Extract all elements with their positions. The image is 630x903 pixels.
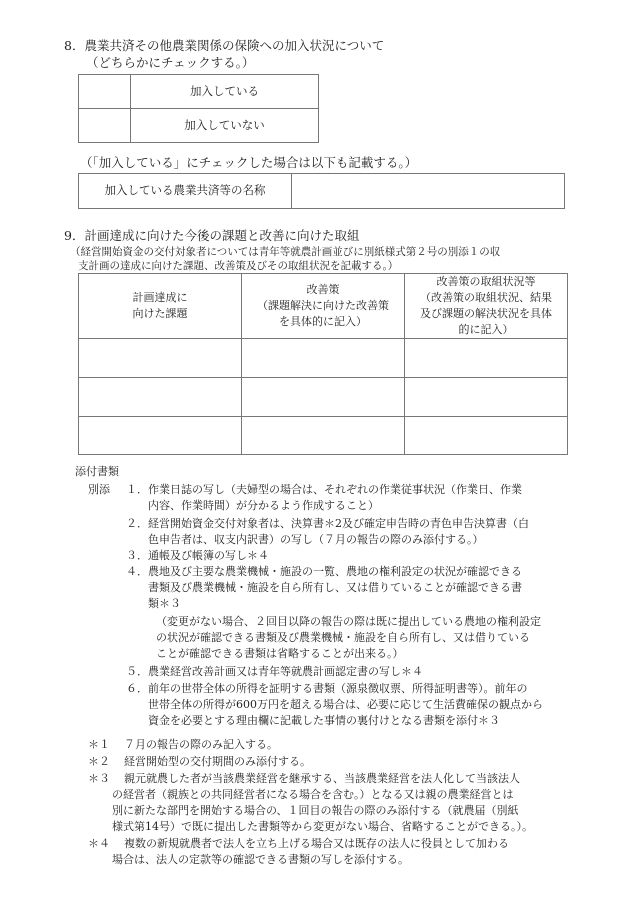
insurance-name-label: 加入している農業共済等の名称 [79,174,292,209]
insurance-name-table [78,173,565,209]
table-cell[interactable] [242,378,405,417]
attachments-prefix: 別添 [88,483,110,496]
section-9-heading: 9．計画達成に向けた今後の課題と改善に向けた取組 [64,228,360,243]
table-cell[interactable] [405,417,568,455]
option-not-enrolled-label: 加入していない [131,109,319,143]
footnote-4-line: 場合は、法人の定款等の確認できる書類の写しを添付する。 [112,853,409,866]
footnote-2-mark: ＊２ [88,755,110,768]
attachment-4-note-line: （変更がない場合、２回目以降の報告の際は既に提出している農地の権利設定 [156,615,541,628]
section-8-heading: 8．農業共済その他農業関係の保険への加入状況について [64,38,385,53]
section-8-note: （「加入している」にチェックした場合は以下も記載する。） [80,155,418,170]
table-cell[interactable] [242,417,405,455]
table-cell[interactable] [242,339,405,378]
attachment-4-line: 類＊３ [148,597,181,610]
footnote-3-line: 親元就農した者が当該農業経営を継承する、当該農業経営を法人化して当該法人 [124,772,520,785]
footnote-3-line: の経営者（親族との共同経営者になる場合を含む。）となる又は親の農業経営とは [112,788,514,801]
column-header-progress [405,274,568,339]
attachment-4-num: ４． [126,565,148,578]
table-cell[interactable] [405,378,568,417]
header-line: 的に記入） [458,323,514,336]
checkbox-not-enrolled[interactable] [79,109,131,143]
section-8-instruction: （どちらかにチェックする。） [86,55,255,70]
header-line: 計画達成に [132,291,188,304]
header-line: 改善策 [306,283,340,296]
table-row [79,378,568,417]
header-line: （課題解決に向けた改善策 [257,299,389,312]
attachment-6-line: 世帯全体の所得が600万円を超える場合は、必要に応じて生活費確保の観点から [148,698,543,711]
table-row [79,339,568,378]
attachment-2-line: 経営開始資金交付対象者は、決算書＊2及び確定申告時の青色申告決算書（白 [148,517,529,530]
insurance-name-field[interactable] [292,174,565,209]
section-9-note-line2: 支計画の達成に向けた課題、改善策及びその取組状況を記載する。） [78,260,399,272]
attachment-2-line: 色申告者は、収支内訳書）の写し（７月の報告の際のみ添付する。） [148,533,484,546]
table-row [79,417,568,455]
attachment-4-note-line: ことが確認できる書類は省略することが出来る。） [156,647,404,660]
table-cell[interactable] [79,378,242,417]
footnote-3-line: 様式第14号）で既に提出した書類等から変更がない場合、省略することができる。）。 [112,820,533,833]
attachment-1-line: 作業日誌の写し（夫婦型の場合は、それぞれの作業従事状況（作業日、作業 [148,483,522,496]
attachment-1-line: 内容、作業時間）が分かるよう作成すること） [148,499,379,512]
header-line: （改善策の取組状況、結果 [420,291,552,304]
checkbox-enrolled[interactable] [79,75,131,109]
footnote-1-line: ７月の報告の際のみ記入する。 [124,738,278,751]
attachment-4-line: 農地及び主要な農業機械・施設の一覧、農地の権利設定の状況が確認できる [148,565,522,578]
attachment-3-num: ３． [126,549,148,562]
column-header-measures [242,274,405,339]
table-header-row [79,274,568,339]
attachment-6-num: ６． [126,682,148,695]
attachment-6-line: 資金を必要とする理由欄に記載した事情の裏付けとなる書類を添付＊３ [148,714,500,727]
table-cell[interactable] [79,417,242,455]
insurance-status-table [78,74,319,143]
attachment-6-line: 前年の世帯全体の所得を証明する書類（源泉徴収票、所得証明書等）。前年の [148,682,528,695]
header-line: を具体的に記入） [279,315,367,328]
footnote-4-line: 複数の新規就農者で法人を立ち上げる場合又は既存の法人に役員として加わる [124,837,509,850]
header-line: 及び課題の解決状況を具体 [420,307,552,320]
attachment-2-num: ２． [126,517,148,530]
attachment-1-num: １． [126,483,148,496]
footnote-1-mark: ＊１ [88,738,110,751]
footnote-3-line: 別に新たな部門を開始する場合の、１回目の報告の際のみ添付する（就農届（別紙 [112,804,519,817]
attachment-5-num: ５． [126,665,148,678]
table-cell[interactable] [79,339,242,378]
column-header-issues [79,274,242,339]
footnote-3-mark: ＊３ [88,772,110,785]
attachment-3-line: 通帳及び帳簿の写し＊４ [148,549,269,562]
attachment-5-line: 農業経営改善計画又は青年等就農計画認定書の写し＊４ [148,665,423,678]
footnote-4-mark: ＊４ [88,837,110,850]
header-line: 向けた課題 [132,307,188,320]
attachment-4-line: 書類及び農業機械・施設を自ら所有し、又は借りていることが確認できる書 [148,581,522,594]
table-cell[interactable] [405,339,568,378]
header-line: 改善策の取組状況等 [436,275,536,288]
attachment-4-note-line: の状況が確認できる書類及び農業機械・施設を自ら所有し、又は借りている [156,631,530,644]
option-enrolled-label: 加入している [131,75,319,109]
footnote-2-line: 経営開始型の交付期間のみ添付する。 [124,755,311,768]
section-9-note-line1: （経営開始資金の交付対象者については青年等就農計画並びに別紙様式第２号の別添１の収 [70,246,501,258]
improvement-plan-table [78,273,568,455]
attachments-title: 添付書類 [75,465,119,478]
